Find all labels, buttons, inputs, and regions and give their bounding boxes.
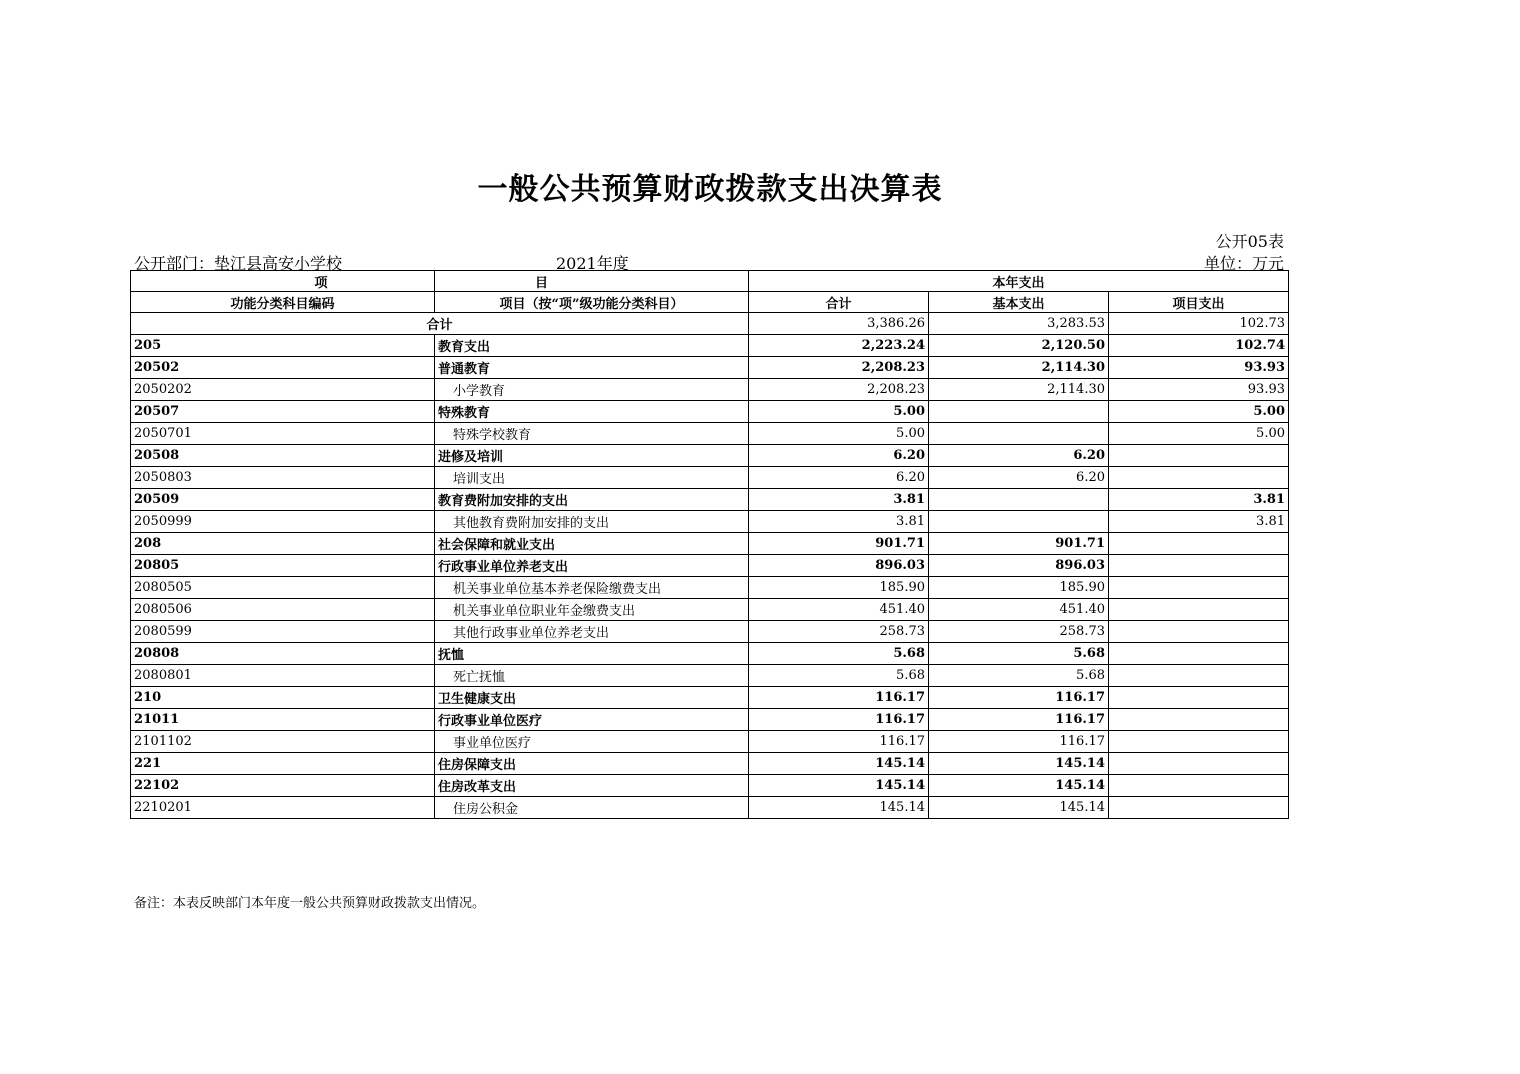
row-code: 20507: [131, 401, 435, 423]
table-row: [131, 599, 1289, 621]
row-name: 特殊学校教育: [435, 423, 749, 445]
row-basic: 6.20: [929, 467, 1109, 489]
row-code: 2050202: [131, 379, 435, 401]
row-code: 2050701: [131, 423, 435, 445]
row-project: [1109, 753, 1289, 775]
row-basic: 901.71: [929, 533, 1109, 555]
total-project: 102.73: [1109, 313, 1289, 335]
row-name: 住房改革支出: [435, 775, 749, 797]
header-item-left: 项: [131, 271, 435, 292]
row-project: 3.81: [1109, 489, 1289, 511]
row-basic: [929, 511, 1109, 533]
table-row: [131, 401, 1289, 423]
row-name: 机关事业单位职业年金缴费支出: [435, 599, 749, 621]
column-header-row: [131, 292, 1289, 313]
row-code: 205: [131, 335, 435, 357]
row-project: [1109, 665, 1289, 687]
row-project: [1109, 687, 1289, 709]
row-basic: 116.17: [929, 709, 1109, 731]
row-basic: 451.40: [929, 599, 1109, 621]
row-name: 行政事业单位养老支出: [435, 555, 749, 577]
row-code: 2050803: [131, 467, 435, 489]
row-basic: 145.14: [929, 775, 1109, 797]
table-row: [131, 775, 1289, 797]
row-basic: 185.90: [929, 577, 1109, 599]
row-total: 3.81: [749, 511, 929, 533]
row-name: 普通教育: [435, 357, 749, 379]
row-code: 221: [131, 753, 435, 775]
row-project: [1109, 577, 1289, 599]
table-row: [131, 709, 1289, 731]
row-project: [1109, 643, 1289, 665]
total-label: 合计: [131, 313, 749, 335]
table-row: [131, 335, 1289, 357]
row-code: 21011: [131, 709, 435, 731]
row-project: 102.74: [1109, 335, 1289, 357]
table-row: [131, 379, 1289, 401]
row-basic: [929, 401, 1109, 423]
footnote: 备注：本表反映部门本年度一般公共预算财政拨款支出情况。: [134, 896, 486, 911]
page-title: 一般公共预算财政拨款支出决算表: [477, 172, 943, 207]
total-basic: 3,283.53: [929, 313, 1109, 335]
table-row: [131, 753, 1289, 775]
row-project: 5.00: [1109, 423, 1289, 445]
col-header-name: 项目（按“项”级功能分类科目）: [435, 292, 749, 313]
table-row: [131, 621, 1289, 643]
row-name: 其他教育费附加安排的支出: [435, 511, 749, 533]
table-row: [131, 445, 1289, 467]
row-code: 210: [131, 687, 435, 709]
row-total: 5.00: [749, 401, 929, 423]
row-project: [1109, 533, 1289, 555]
row-code: 20509: [131, 489, 435, 511]
row-name: 教育费附加安排的支出: [435, 489, 749, 511]
row-code: 22102: [131, 775, 435, 797]
expenditure-table: [130, 270, 1289, 819]
row-name: 教育支出: [435, 335, 749, 357]
row-total: 896.03: [749, 555, 929, 577]
row-total: 2,208.23: [749, 357, 929, 379]
row-project: [1109, 467, 1289, 489]
col-header-total: 合计: [749, 292, 929, 313]
row-project: [1109, 797, 1289, 819]
row-code: 20502: [131, 357, 435, 379]
row-code: 20808: [131, 643, 435, 665]
row-basic: 145.14: [929, 797, 1109, 819]
table-row: [131, 687, 1289, 709]
row-basic: 2,114.30: [929, 379, 1109, 401]
row-total: 901.71: [749, 533, 929, 555]
row-total: 6.20: [749, 467, 929, 489]
row-total: 3.81: [749, 489, 929, 511]
department-label: 公开部门：垫江县高安小学校: [134, 254, 343, 273]
row-name: 特殊教育: [435, 401, 749, 423]
row-name: 事业单位医疗: [435, 731, 749, 753]
row-basic: 2,114.30: [929, 357, 1109, 379]
row-project: [1109, 621, 1289, 643]
table-row: [131, 357, 1289, 379]
row-total: 116.17: [749, 687, 929, 709]
row-project: [1109, 709, 1289, 731]
row-name: 其他行政事业单位养老支出: [435, 621, 749, 643]
row-total: 5.00: [749, 423, 929, 445]
row-project: 93.93: [1109, 379, 1289, 401]
row-name: 进修及培训: [435, 445, 749, 467]
total-row: [131, 313, 1289, 335]
row-code: 2080599: [131, 621, 435, 643]
row-basic: 116.17: [929, 731, 1109, 753]
row-code: 2080505: [131, 577, 435, 599]
row-total: 6.20: [749, 445, 929, 467]
table-row: [131, 731, 1289, 753]
table-row: [131, 643, 1289, 665]
row-basic: 5.68: [929, 665, 1109, 687]
row-basic: 6.20: [929, 445, 1109, 467]
row-total: 116.17: [749, 731, 929, 753]
table-row: [131, 665, 1289, 687]
row-name: 死亡抚恤: [435, 665, 749, 687]
row-code: 20508: [131, 445, 435, 467]
table-row: [131, 511, 1289, 533]
row-basic: 5.68: [929, 643, 1109, 665]
group-header-row: [131, 271, 1289, 292]
table-row: [131, 489, 1289, 511]
row-total: 5.68: [749, 665, 929, 687]
unit-label: 单位：万元: [1203, 254, 1284, 273]
row-project: [1109, 599, 1289, 621]
row-name: 行政事业单位医疗: [435, 709, 749, 731]
row-basic: 145.14: [929, 753, 1109, 775]
fiscal-year: 2021年度: [556, 254, 629, 273]
col-header-project: 项目支出: [1109, 292, 1289, 313]
row-project: 5.00: [1109, 401, 1289, 423]
row-total: 2,208.23: [749, 379, 929, 401]
row-name: 抚恤: [435, 643, 749, 665]
row-total: 5.68: [749, 643, 929, 665]
row-project: [1109, 445, 1289, 467]
row-basic: 896.03: [929, 555, 1109, 577]
row-name: 卫生健康支出: [435, 687, 749, 709]
row-project: [1109, 731, 1289, 753]
header-expense: 本年支出: [749, 271, 1289, 292]
row-total: 116.17: [749, 709, 929, 731]
form-number: 公开05表: [1215, 232, 1284, 251]
col-header-basic: 基本支出: [929, 292, 1109, 313]
col-header-code: 功能分类科目编码: [131, 292, 435, 313]
table-row: [131, 533, 1289, 555]
row-total: 2,223.24: [749, 335, 929, 357]
table-row: [131, 467, 1289, 489]
row-project: 93.93: [1109, 357, 1289, 379]
row-total: 185.90: [749, 577, 929, 599]
row-code: 2210201: [131, 797, 435, 819]
row-total: 258.73: [749, 621, 929, 643]
row-basic: 2,120.50: [929, 335, 1109, 357]
table-row: [131, 797, 1289, 819]
row-name: 社会保障和就业支出: [435, 533, 749, 555]
table-row: [131, 423, 1289, 445]
row-total: 145.14: [749, 753, 929, 775]
row-code: 2050999: [131, 511, 435, 533]
row-code: 2101102: [131, 731, 435, 753]
row-code: 20805: [131, 555, 435, 577]
row-project: [1109, 775, 1289, 797]
row-name: 机关事业单位基本养老保险缴费支出: [435, 577, 749, 599]
row-code: 208: [131, 533, 435, 555]
row-project: 3.81: [1109, 511, 1289, 533]
table-row: [131, 577, 1289, 599]
row-basic: 116.17: [929, 687, 1109, 709]
row-total: 451.40: [749, 599, 929, 621]
header-item-right: 目: [435, 271, 749, 292]
row-basic: [929, 423, 1109, 445]
row-total: 145.14: [749, 797, 929, 819]
row-total: 145.14: [749, 775, 929, 797]
table-row: [131, 555, 1289, 577]
row-basic: 258.73: [929, 621, 1109, 643]
row-code: 2080801: [131, 665, 435, 687]
row-project: [1109, 555, 1289, 577]
row-name: 住房公积金: [435, 797, 749, 819]
row-basic: [929, 489, 1109, 511]
row-name: 住房保障支出: [435, 753, 749, 775]
total-sum: 3,386.26: [749, 313, 929, 335]
row-name: 小学教育: [435, 379, 749, 401]
row-name: 培训支出: [435, 467, 749, 489]
row-code: 2080506: [131, 599, 435, 621]
